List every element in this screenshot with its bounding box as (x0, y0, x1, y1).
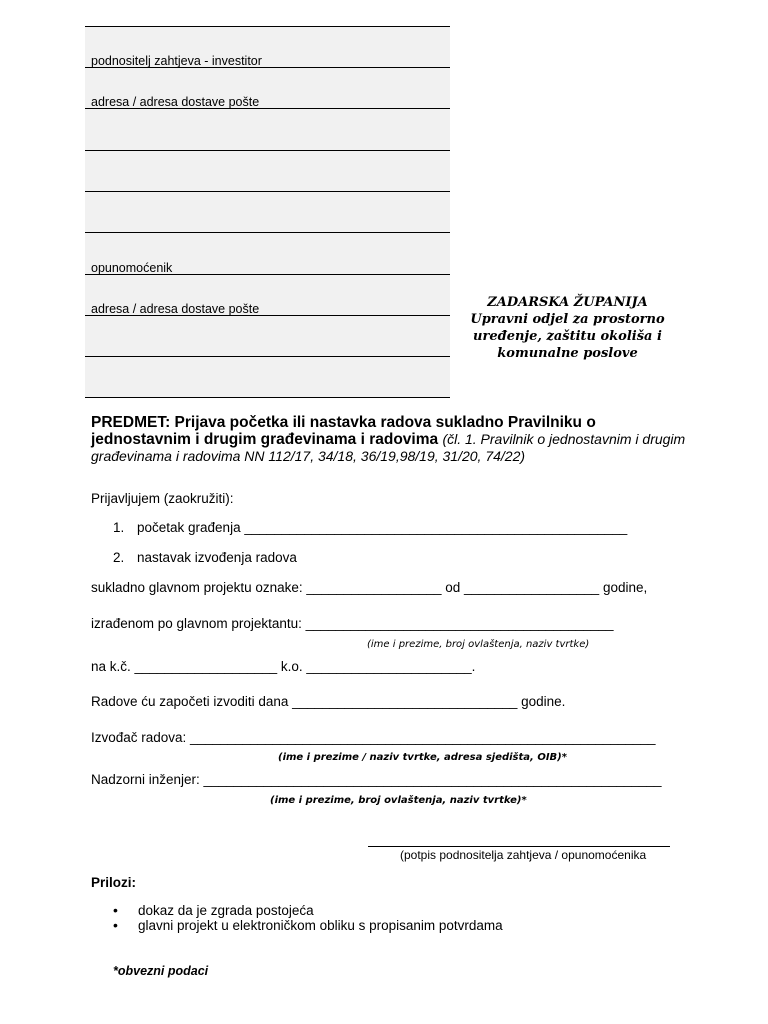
designer-field[interactable]: izrađenom po glavnom projektantu: _________________________________________ (91, 616, 614, 631)
signature-line[interactable] (368, 846, 670, 847)
proxy-address-rule-3[interactable] (85, 397, 450, 398)
recipient-line-4: komunalne poslove (497, 346, 638, 361)
supervisor-hint: (ime i prezime, broj ovlaštenja, naziv tvrtke)* (270, 795, 527, 806)
subject-title: PREDMET: Prijava početka ili nastavka radova sukladno Pravilniku o jednostavnim i drugim građevinama i radovima (91, 414, 596, 448)
recipient-line-3: uređenje, zaštitu okoliša i (473, 329, 662, 344)
option-continue[interactable] (113, 550, 297, 565)
designer-hint: (ime i prezime, broj ovlaštenja, naziv tvrtke) (367, 639, 590, 650)
applicant-address-rule-2[interactable] (85, 150, 450, 151)
recipient-block (470, 294, 665, 362)
bullet-icon: • (113, 917, 118, 933)
attachment-item (113, 917, 503, 933)
project-mark-field[interactable]: sukladno glavnom projektu oznake: __________________ od __________________ godine, (91, 580, 648, 595)
attachments-heading: Prilozi: (91, 875, 137, 890)
signature-label: (potpis podnositelja zahtjeva / opunomoćenika (400, 848, 647, 862)
supervisor-field[interactable]: Nadzorni inženjer: _____________________________________________________________ (91, 772, 662, 787)
option-start[interactable] (113, 520, 627, 535)
recipient-line-1: ZADARSKA ŽUPANIJA (487, 295, 648, 310)
parcel-field[interactable]: na k.č. ___________________ k.o. ______________________. (91, 659, 476, 674)
applicant-address-label: adresa / adresa dostave pošte (91, 95, 260, 109)
contractor-hint: (ime i prezime / naziv tvrtke, adresa sjedišta, OIB)* (278, 752, 567, 763)
attachment-item-label: dokaz da je zgrada postojeća (138, 903, 314, 918)
option-continue-number: 2. (113, 550, 125, 565)
recipient-line-2: Upravni odjel za prostorno (470, 312, 665, 327)
footnote: *obvezni podaci (113, 964, 209, 978)
option-start-label: početak građenja ___________________________________________________ (137, 520, 628, 535)
applicant-label: podnositelj zahtjeva - investitor (91, 54, 262, 68)
proxy-address-label: adresa / adresa dostave pošte (91, 302, 260, 316)
declare-text: Prijavljujem (zaokružiti): (91, 491, 234, 506)
proxy-address-rule-2[interactable] (85, 356, 450, 357)
applicant-address-rule-3[interactable] (85, 191, 450, 192)
subject-reference: (čl. 1. Pravilnik o jednostavnim i drugim građevinama i radovima NN 112/17, 34/18, 36/19,98/19, 31/20, 74/22) (91, 431, 686, 464)
contractor-field[interactable]: Izvođač radova: ______________________________________________________________ (91, 730, 656, 745)
proxy-label: opunomoćenik (91, 261, 173, 275)
attachment-item (113, 902, 314, 918)
applicant-rule-top (85, 26, 450, 27)
attachment-item-label: glavni projekt u elektroničkom obliku s propisanim potvrdama (138, 918, 503, 933)
bullet-icon: • (113, 902, 118, 918)
start-date-field[interactable]: Radove ću započeti izvoditi dana ______________________________ godine. (91, 694, 566, 709)
subject (91, 414, 691, 465)
option-continue-label: nastavak izvođenja radova (137, 550, 297, 565)
option-start-number: 1. (113, 520, 125, 535)
applicant-address-rule-4[interactable] (85, 232, 450, 233)
